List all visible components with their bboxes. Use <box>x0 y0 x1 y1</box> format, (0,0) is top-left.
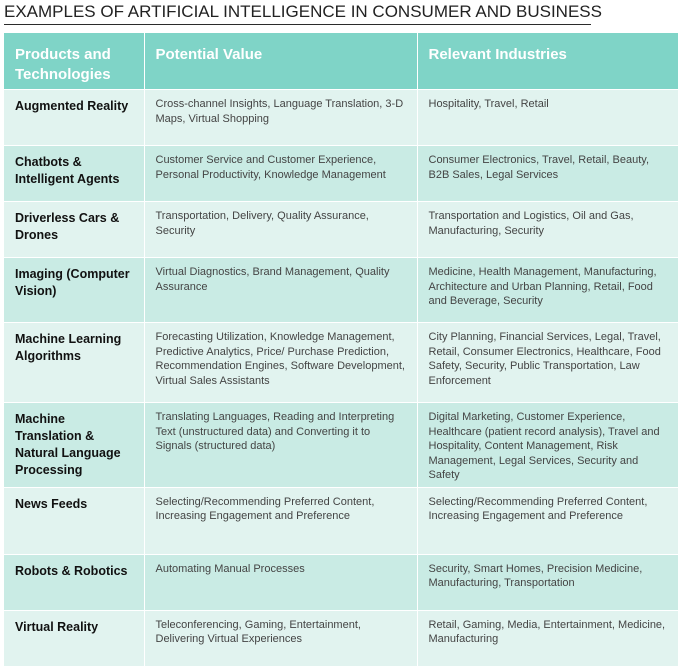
table-row <box>4 258 678 323</box>
product-cell: Virtual Reality <box>4 610 144 666</box>
product-cell: News Feeds <box>4 487 144 554</box>
value-cell: Cross-channel Insights, Language Translation, 3-D Maps, Virtual Shopping <box>144 90 417 146</box>
header-potential-value: Potential Value <box>144 33 417 90</box>
value-cell: Virtual Diagnostics, Brand Management, Quality Assurance <box>144 258 417 323</box>
product-cell: Chatbots & Intelligent Agents <box>4 146 144 202</box>
product-cell: Driverless Cars & Drones <box>4 202 144 258</box>
document-title: EXAMPLES OF ARTIFICIAL INTELLIGENCE IN CONSUMER AND BUSINESS <box>4 2 602 21</box>
table-row <box>4 610 678 666</box>
title-underline <box>4 24 591 25</box>
industries-cell: Selecting/Recommending Preferred Content, Increasing Engagement and Preference <box>417 487 678 554</box>
value-cell: Transportation, Delivery, Quality Assurance, Security <box>144 202 417 258</box>
table-row <box>4 487 678 554</box>
header-products: Products and Technologies <box>4 33 144 90</box>
table-row <box>4 403 678 488</box>
table-row <box>4 202 678 258</box>
industries-cell: Consumer Electronics, Travel, Retail, Beauty, B2B Sales, Legal Services <box>417 146 678 202</box>
value-cell: Forecasting Utilization, Knowledge Management, Predictive Analytics, Price/ Purchase Prediction, Recommendation Engines, Software Development, Virtual Sales Assistants <box>144 323 417 403</box>
industries-cell: Transportation and Logistics, Oil and Gas, Manufacturing, Security <box>417 202 678 258</box>
industries-cell: Security, Smart Homes, Precision Medicine, Manufacturing, Transportation <box>417 554 678 610</box>
table-row <box>4 323 678 403</box>
product-cell: Imaging (Computer Vision) <box>4 258 144 323</box>
product-cell: Machine Translation & Natural Language Processing <box>4 403 144 488</box>
table-header-row <box>4 33 678 90</box>
product-cell: Robots & Robotics <box>4 554 144 610</box>
industries-cell: Retail, Gaming, Media, Entertainment, Medicine, Manufacturing <box>417 610 678 666</box>
industries-cell: Digital Marketing, Customer Experience, Healthcare (patient record analysis), Travel and Hospitality, Content Management, Risk Management, Legal Services, Security and Safety <box>417 403 678 488</box>
table-row <box>4 90 678 146</box>
industries-cell: Hospitality, Travel, Retail <box>417 90 678 146</box>
value-cell: Customer Service and Customer Experience, Personal Productivity, Knowledge Management <box>144 146 417 202</box>
value-cell: Teleconferencing, Gaming, Entertainment, Delivering Virtual Experiences <box>144 610 417 666</box>
product-cell: Machine Learning Algorithms <box>4 323 144 403</box>
value-cell: Automating Manual Processes <box>144 554 417 610</box>
value-cell: Selecting/Recommending Preferred Content, Increasing Engagement and Preference <box>144 487 417 554</box>
table-row <box>4 146 678 202</box>
industries-cell: Medicine, Health Management, Manufacturing, Architecture and Urban Planning, Retail, Food and Beverage, Security <box>417 258 678 323</box>
ai-examples-table <box>4 33 678 666</box>
value-cell: Translating Languages, Reading and Interpreting Text (unstructured data) and Converting it to Signals (structured data) <box>144 403 417 488</box>
product-cell: Augmented Reality <box>4 90 144 146</box>
industries-cell: City Planning, Financial Services, Legal, Travel, Retail, Consumer Electronics, Healthcare, Food Safety, Security, Public Transportation, Law Enforcement <box>417 323 678 403</box>
table-row <box>4 554 678 610</box>
header-relevant-industries: Relevant Industries <box>417 33 678 90</box>
